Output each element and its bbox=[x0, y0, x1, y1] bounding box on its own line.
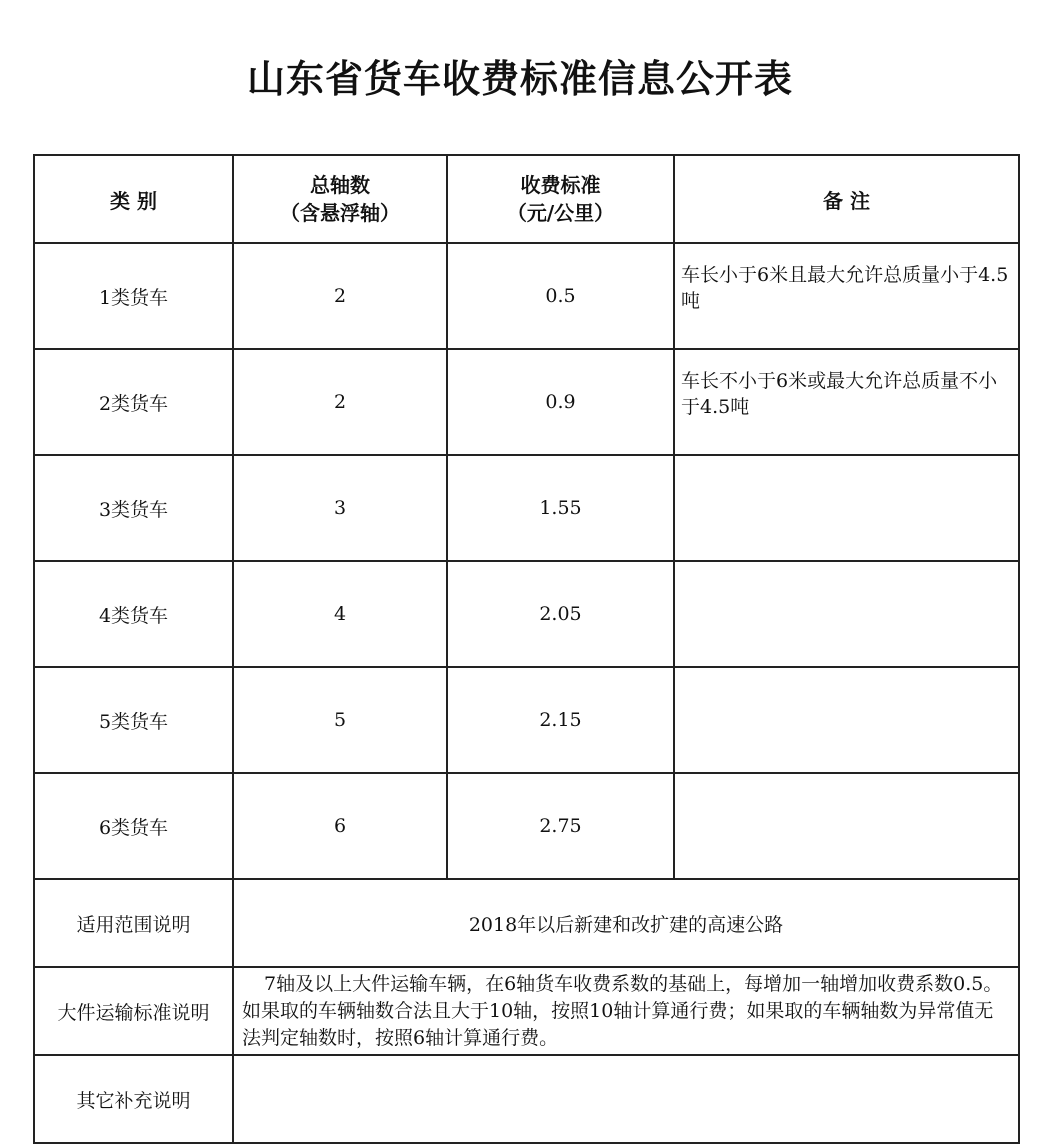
other-row bbox=[34, 1055, 1019, 1143]
axles-cell: 6 bbox=[233, 773, 447, 879]
scope-text: 2018年以后新建和改扩建的高速公路 bbox=[233, 879, 1019, 967]
table-row bbox=[34, 455, 1019, 561]
header-remarks: 备 注 bbox=[674, 155, 1019, 243]
header-rate-line2: （元/公里） bbox=[506, 201, 615, 225]
header-axles-line1: 总轴数 bbox=[310, 173, 370, 197]
table-row bbox=[34, 667, 1019, 773]
axles-cell: 2 bbox=[233, 243, 447, 349]
remark-cell bbox=[674, 773, 1019, 879]
other-text bbox=[233, 1055, 1019, 1143]
header-rate-line1: 收费标准 bbox=[520, 173, 601, 197]
rate-cell: 0.9 bbox=[447, 349, 674, 455]
tariff-table bbox=[33, 154, 1020, 1144]
rate-cell: 2.05 bbox=[447, 561, 674, 667]
category-cell: 6类货车 bbox=[34, 773, 233, 879]
category-cell: 5类货车 bbox=[34, 667, 233, 773]
category-cell: 1类货车 bbox=[34, 243, 233, 349]
scope-label: 适用范围说明 bbox=[34, 879, 233, 967]
remark-cell bbox=[674, 561, 1019, 667]
header-axles bbox=[233, 155, 447, 243]
remark-cell: 车长小于6米且最大允许总质量小于4.5吨 bbox=[674, 243, 1019, 349]
remark-cell bbox=[674, 455, 1019, 561]
remark-cell bbox=[674, 667, 1019, 773]
scope-row bbox=[34, 879, 1019, 967]
rate-cell: 0.5 bbox=[447, 243, 674, 349]
axles-cell: 2 bbox=[233, 349, 447, 455]
header-category: 类 别 bbox=[34, 155, 233, 243]
oversize-label: 大件运输标准说明 bbox=[34, 967, 233, 1055]
table-row bbox=[34, 349, 1019, 455]
axles-cell: 4 bbox=[233, 561, 447, 667]
oversize-text: 7轴及以上大件运输车辆，在6轴货车收费系数的基础上，每增加一轴增加收费系数0.5。如果取的车辆轴数合法且大于10轴，按照10轴计算通行费；如果取的车辆轴数为异常值无法判定轴数时，按照6轴计算通行费。 bbox=[242, 972, 1003, 1049]
oversize-row bbox=[34, 967, 1019, 1055]
axles-cell: 3 bbox=[233, 455, 447, 561]
axles-cell: 5 bbox=[233, 667, 447, 773]
header-axles-line2: （含悬浮轴） bbox=[280, 201, 400, 225]
category-cell: 4类货车 bbox=[34, 561, 233, 667]
header-row bbox=[34, 155, 1019, 243]
rate-cell: 2.75 bbox=[447, 773, 674, 879]
header-rate bbox=[447, 155, 674, 243]
category-cell: 2类货车 bbox=[34, 349, 233, 455]
category-cell: 3类货车 bbox=[34, 455, 233, 561]
rate-cell: 1.55 bbox=[447, 455, 674, 561]
remark-cell: 车长不小于6米或最大允许总质量不小于4.5吨 bbox=[674, 349, 1019, 455]
page-title: 山东省货车收费标准信息公开表 bbox=[246, 57, 793, 101]
table-row bbox=[34, 773, 1019, 879]
other-label: 其它补充说明 bbox=[34, 1055, 233, 1143]
oversize-text-cell bbox=[233, 967, 1019, 1055]
table-row bbox=[34, 243, 1019, 349]
table-row bbox=[34, 561, 1019, 667]
rate-cell: 2.15 bbox=[447, 667, 674, 773]
